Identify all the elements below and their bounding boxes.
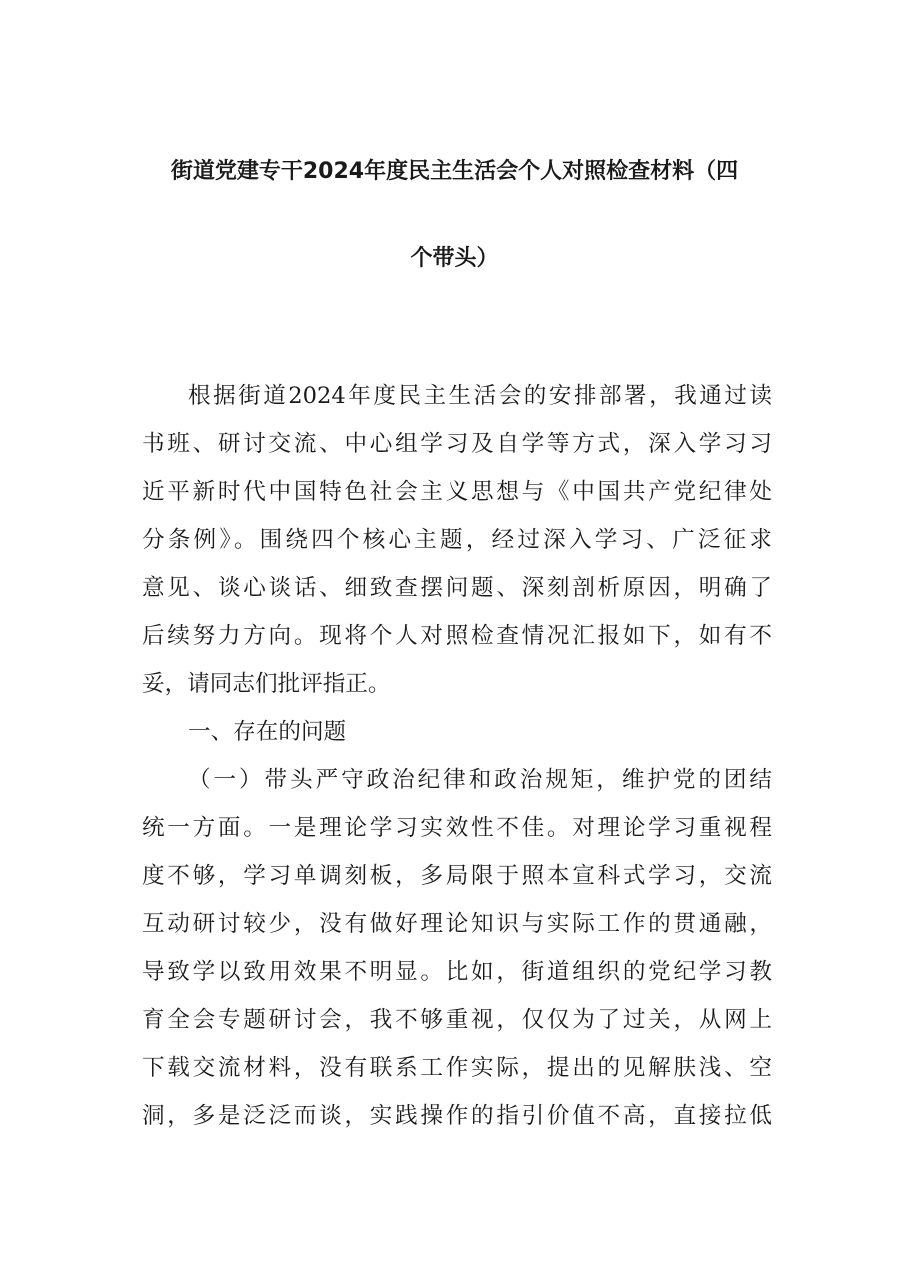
paragraph-line: 分条例》。围绕四个核心主题，经过深入学习、广泛征求 (142, 527, 772, 553)
paragraph-line: （一）带头严守政治纪律和政治规矩，维护党的团结 (188, 767, 772, 793)
paragraph-line: 导致学以致用效果不明显。比如，街道组织的党纪学习教 (142, 959, 772, 985)
paragraph-line: 近平新时代中国特色社会主义思想与《中国共产党纪律处 (142, 479, 772, 505)
document-title-line-1: 街道党建专干2024年度民主生活会个人对照检查材料（四 (170, 159, 739, 184)
paragraph-line: 意见、谈心谈话、细致查摆问题、深刻剖析原因，明确了 (142, 575, 772, 601)
paragraph-line: 下载交流材料，没有联系工作实际，提出的见解肤浅、空 (142, 1055, 772, 1081)
paragraph-line: 育全会专题研讨会，我不够重视，仅仅为了过关，从网上 (142, 1007, 772, 1033)
document-title-line-2: 个带头） (410, 246, 499, 271)
paragraph-line: 度不够，学习单调刻板，多局限于照本宣科式学习，交流 (142, 863, 772, 889)
paragraph-line: 书班、研讨交流、中心组学习及自学等方式，深入学习习 (142, 431, 772, 457)
section-heading: 一、存在的问题 (188, 719, 347, 745)
paragraph-line: 互动研讨较少，没有做好理论知识与实际工作的贯通融， (142, 911, 772, 937)
paragraph-line: 后续努力方向。现将个人对照检查情况汇报如下，如有不 (142, 623, 772, 649)
paragraph-line: 根据街道2024年度民主生活会的安排部署，我通过读 (188, 383, 772, 409)
paragraph-line: 妥，请同志们批评指正。 (142, 671, 391, 697)
paragraph-line: 洞，多是泛泛而谈，实践操作的指引价值不高，直接拉低 (142, 1103, 772, 1129)
paragraph-line: 统一方面。一是理论学习实效性不佳。对理论学习重视程 (142, 815, 772, 841)
